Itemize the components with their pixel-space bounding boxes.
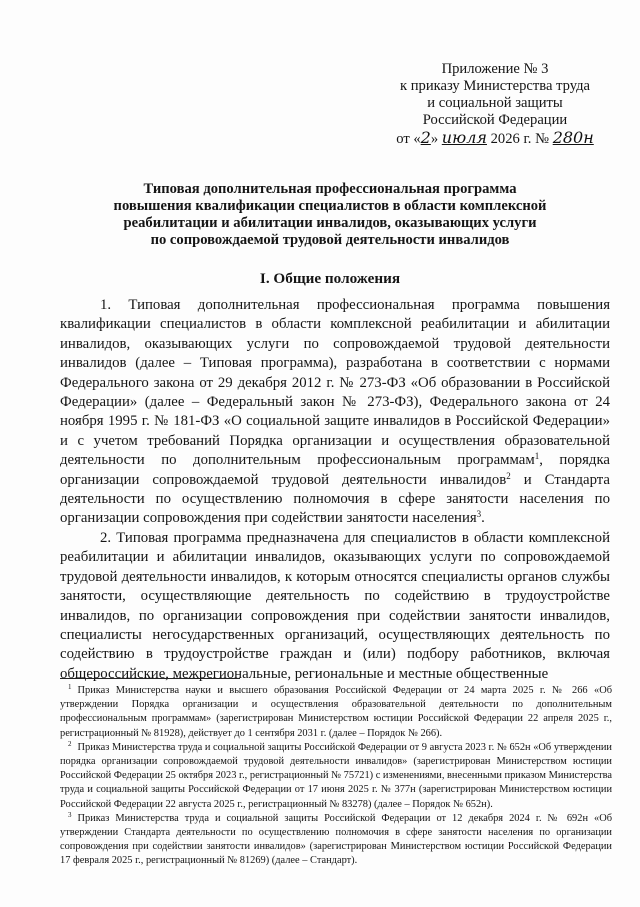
appendix-number: Приложение № 3 [441, 61, 549, 77]
appendix-date-line [370, 129, 620, 148]
paragraph-1-part-4: . [481, 510, 485, 527]
title-line-1: Типовая дополнительная профессиональная программа [143, 181, 517, 197]
paragraph-2: 2. Типовая программа предназначена для специалистов в области комплексной реабилитации и абилитации инвалидов, оказывающих услуги по сопровождаемой трудовой деятельности инвалидов, к которым относятся специалисты органов службы занятости, осуществляющие деятельность по содействию в трудоустройстве инвалидов, по организации сопровождения при содействии занятости инвалидов, специалисты негосударственных организаций, осуществляющих деятельность по содействию в трудоустройстве граждан и (или) подбору работников, включая общероссийские, межрегиональные, региональные и местные общественные [60, 529, 610, 682]
appendix-ministry-line: и социальной защиты [427, 95, 563, 111]
paragraph-1-part-3: и Стандарта деятельности по осуществлению полномочия в сфере занятости населения по организации сопровождения при содействии занятости населения [60, 471, 610, 527]
appendix-country-line: Российской Федерации [422, 112, 568, 128]
section-heading: I. Общие положения [259, 270, 401, 287]
title-line-4: по сопровождаемой трудовой деятельности инвалидов [150, 232, 510, 248]
footnote-text-3: Приказ Министерства труда и социальной защиты Российской Федерации от 12 декабря 2024 г. № 692н «Об утверждении Стандарта деятельности по осуществлению полномочия в сфере занятости населения по организации сопровождения при содействии занятости инвалидов» (зарегистрирован Министерством юстиции Российской Федерации 17 февраля 2025 г., регистрационный № 81269) (далее – Стандарт). [60, 812, 612, 867]
footnote-ref-3[interactable]: 3 [476, 509, 482, 520]
footnote-ref-1[interactable]: 1 [534, 451, 540, 462]
footnote-1 [60, 684, 612, 741]
title-line-2: повышения квалификации специалистов в области комплексной [113, 198, 547, 214]
footnote-2 [60, 741, 612, 812]
handwritten-day: 2 [420, 128, 431, 147]
appendix-header [370, 61, 620, 148]
date-year: 2026 г. № [490, 131, 550, 147]
document-body [60, 296, 610, 684]
footnote-mark-2: 2 [68, 739, 72, 748]
footnotes [60, 684, 612, 869]
appendix-order-ref: к приказу Министерства труда [399, 78, 591, 94]
footnote-mark-3: 3 [68, 810, 72, 819]
handwritten-order-number: 280н [552, 128, 594, 147]
footnote-mark-1: 1 [68, 683, 72, 691]
title-line-3: реабилитации и абилитации инвалидов, оказывающих услуги [123, 215, 537, 231]
footnote-ref-2[interactable]: 2 [506, 470, 511, 481]
document-title [40, 181, 620, 249]
paragraph-1 [60, 296, 610, 529]
footnote-text-1: Приказ Министерства науки и высшего образования Российской Федерации от 24 марта 2025 г. № 266 «Об утверждении Порядка организации и осуществления образовательной деятельности по дополнительным профессиональным программам» (зарегистрирован Министерством юстиции Российской Федерации 22 апреля 2025 г., регистрационный № 81928), действует до 1 сентября 2031 г. (далее – Порядок № 266). [60, 685, 612, 739]
handwritten-month: июля [441, 128, 487, 147]
footnote-text-2: Приказ Министерства труда и социальной защиты Российской Федерации от 9 августа 2023 г. № 652н «Об утверждении порядка организации сопровождаемой трудовой деятельности инвалидов» (зарегистрирован Министерством юстиции Российской Федерации 25 октября 2023 г., регистрационный № 75721) с изменениями, внесенными приказом Министерства труда и социальной защиты Российской Федерации от 17 июня 2025 г. № 377н (зарегистрирован Министерством юстиции Российской Федерации 22 августа 2025 г., регистрационный № 83278) (далее – Порядок № 652н). [60, 741, 613, 810]
paragraph-1-part-2: , порядка организации сопровождаемой трудовой деятельности инвалидов [60, 452, 610, 488]
footnote-divider [60, 678, 240, 679]
paragraph-1-part-1: 1. Типовая дополнительная профессиональная программа повышения квалификации специалистов в области комплексной реабилитации и абилитации инвалидов, оказывающих услуги по сопровождаемой трудовой деятельности инвалидов (далее – Типовая программа), разработана в соответствии с нормами Федерального закона от 29 декабря 2012 г. № 273-ФЗ «Об образовании в Российской Федерации» (далее – Федеральный закон № 273-ФЗ), Федерального закона от 24 ноября 1995 г. № 181-ФЗ «О социальной защите инвалидов в Российской Федерации» и с учетом требований Порядка организации и осуществления образовательной деятельности по дополнительным профессиональным программам [60, 297, 610, 469]
date-prefix: от « [396, 131, 421, 147]
date-mid: » [430, 131, 439, 147]
footnote-3 [60, 812, 612, 869]
